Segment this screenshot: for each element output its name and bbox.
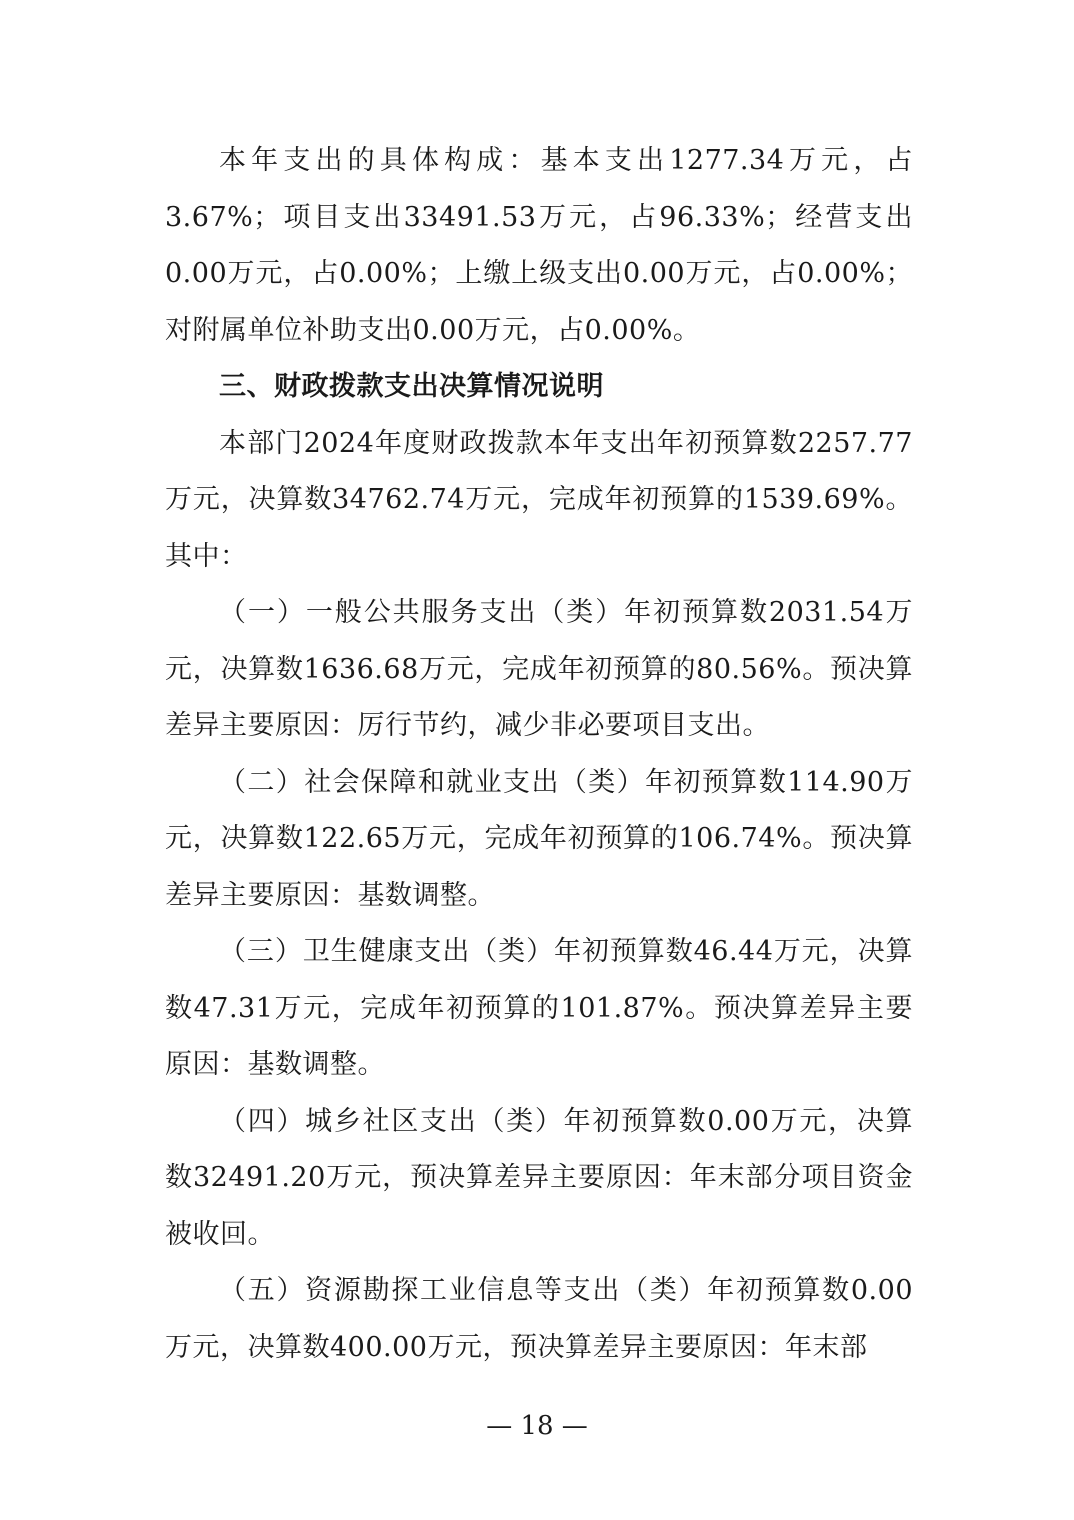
section-heading-fiscal-appropriation: 三、财政拨款支出决算情况说明: [219, 371, 604, 402]
paragraph-social-security: （二）社会保障和就业支出（类）年初预算数114.90万元，决算数122.65万元，完成年初预算的106.74%。预决算差异主要原因：基数调整。: [165, 766, 913, 911]
paragraph-general-public-services: （一）一般公共服务支出（类）年初预算数2031.54万元，决算数1636.68万元，完成年初预算的80.56%。预决算差异主要原因：厉行节约，减少非必要项目支出。: [165, 597, 913, 741]
paragraph-urban-rural-community: （四）城乡社区支出（类）年初预算数0.00万元，决算数32491.20万元，预决算差异主要原因：年末部分项目资金被收回。: [165, 1105, 913, 1250]
paragraph-health: （三）卫生健康支出（类）年初预算数46.44万元，决算数47.31万元，完成年初预算的101.87%。预决算差异主要原因：基数调整。: [165, 936, 913, 1080]
paragraph-fiscal-overview: 本部门2024年度财政拨款本年支出年初预算数2257.77万元，决算数34762.74万元，完成年初预算的1539.69%。其中：: [165, 427, 913, 572]
document-body: [165, 133, 913, 1376]
paragraph-expenditure-composition: 本年支出的具体构成：基本支出1277.34万元，占3.67%；项目支出33491.53万元，占96.33%；经营支出0.00万元，占0.00%；上缴上级支出0.00万元，占0.00%；对附属单位补助支出0.00万元，占0.00%。: [165, 145, 913, 346]
paragraph-resource-exploration: （五）资源勘探工业信息等支出（类）年初预算数0.00万元，决算数400.00万元，预决算差异主要原因：年末部: [165, 1275, 913, 1363]
page-number: — 18 —: [486, 1411, 588, 1441]
